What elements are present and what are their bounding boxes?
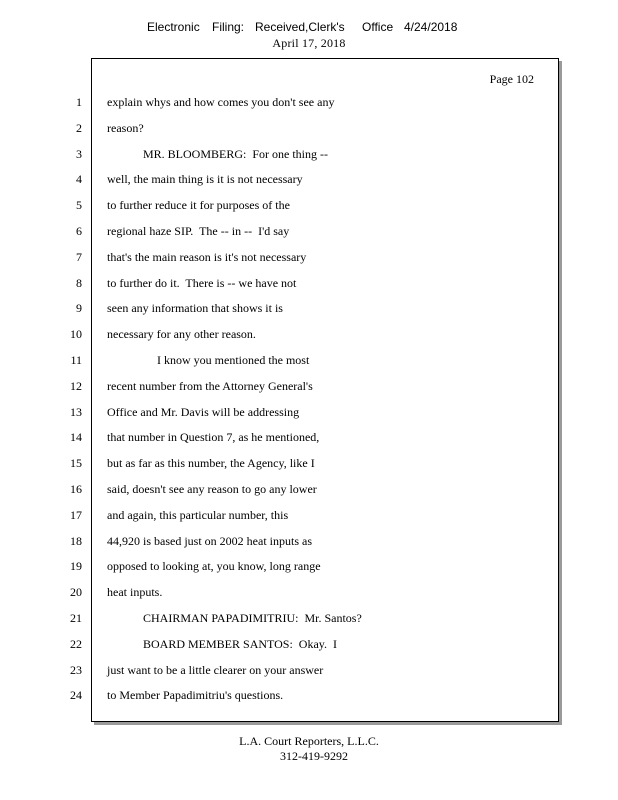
page-number: Page 102	[489, 72, 534, 86]
transcript-line: heat inputs.	[107, 585, 163, 600]
transcript-line: 44,920 is based just on 2002 heat inputs as	[107, 533, 312, 548]
transcript-line: necessary for any other reason.	[107, 327, 256, 342]
line-number: 3	[76, 146, 82, 161]
transcript-line: to further reduce it for purposes of the	[107, 198, 290, 213]
transcript-line: said, doesn't see any reason to go any lower	[107, 481, 317, 496]
transcript-line: and again, this particular number, this	[107, 507, 289, 522]
line-number: 1	[76, 95, 82, 109]
line-number: 8	[76, 275, 82, 290]
filing-stamp	[0, 20, 618, 36]
transcript-line: MR. BLOOMBERG: For one thing --	[143, 146, 329, 161]
filing-stamp-word: Filing:	[212, 20, 245, 34]
line-number: 2	[76, 120, 82, 135]
transcript-line: reason?	[107, 120, 144, 135]
transcript-line: I know you mentioned the most	[157, 352, 310, 367]
transcript-line: opposed to looking at, you know, long range	[107, 559, 321, 574]
line-number: 10	[70, 327, 82, 342]
transcript-line: well, the main thing is it is not necessary	[107, 172, 303, 187]
filing-stamp-date: 4/24/2018	[404, 20, 458, 34]
line-number: 11	[70, 352, 82, 367]
transcript-line: that number in Question 7, as he mentioned,	[107, 430, 320, 445]
line-number: 13	[70, 404, 82, 419]
reporter-phone: 312-419-9292	[280, 749, 348, 763]
line-number: 17	[70, 507, 82, 522]
filing-stamp-word: Electronic	[147, 20, 200, 34]
transcript-line: CHAIRMAN PAPADIMITRIU: Mr. Santos?	[143, 610, 362, 625]
line-number: 9	[76, 301, 82, 316]
line-number: 4	[76, 172, 82, 187]
hearing-date: April 17, 2018	[272, 36, 346, 50]
transcript-line: recent number from the Attorney General's	[107, 378, 313, 393]
transcript-line: seen any information that shows it is	[107, 301, 283, 316]
line-number: 6	[76, 223, 82, 238]
line-number: 12	[70, 378, 82, 393]
line-number: 24	[70, 688, 82, 703]
line-number: 21	[70, 610, 82, 625]
filing-stamp-word: Office	[362, 20, 394, 34]
line-number: 5	[76, 198, 82, 213]
line-number: 15	[70, 456, 82, 471]
transcript-line: explain whys and how comes you don't see any	[107, 95, 335, 109]
line-number: 7	[76, 249, 82, 264]
transcript-line: Office and Mr. Davis will be addressing	[107, 404, 300, 419]
filing-stamp-word: Received,Clerk's	[255, 20, 345, 34]
transcript-line: to further do it. There is -- we have not	[107, 275, 297, 290]
transcript-line: BOARD MEMBER SANTOS: Okay. I	[143, 636, 338, 651]
transcript-line: but as far as this number, the Agency, like I	[107, 456, 315, 471]
line-number: 23	[70, 662, 82, 677]
line-number: 19	[70, 559, 82, 574]
line-number: 20	[70, 585, 82, 600]
line-number: 18	[70, 533, 82, 548]
transcript-line: to Member Papadimitriu's questions.	[107, 688, 284, 703]
line-number: 14	[70, 430, 82, 445]
line-number: 16	[70, 481, 82, 496]
transcript-line: just want to be a little clearer on your answer	[107, 662, 324, 677]
reporter-company: L.A. Court Reporters, L.L.C.	[239, 734, 379, 748]
line-number-column	[50, 94, 82, 713]
transcript-line: that's the main reason is it's not necessary	[107, 249, 307, 264]
transcript-body	[107, 94, 547, 713]
transcript-line: regional haze SIP. The -- in -- I'd say	[107, 223, 290, 238]
line-number: 22	[70, 636, 82, 651]
